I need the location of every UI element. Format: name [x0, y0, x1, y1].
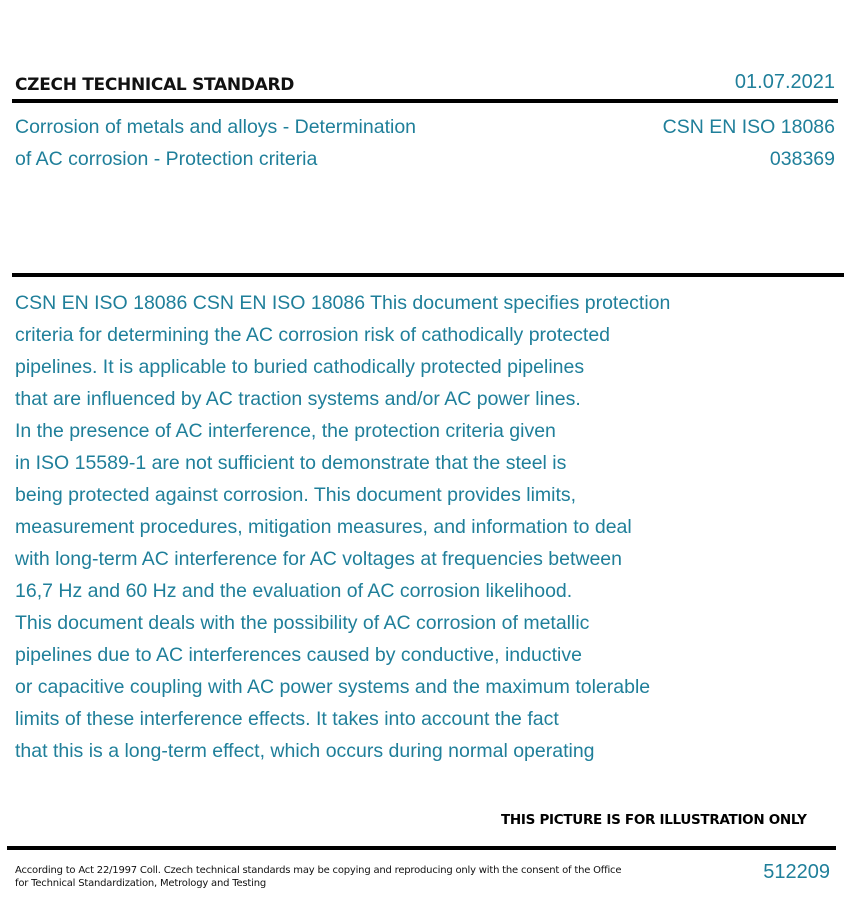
standard-title-line2: of AC corrosion - Protection criteria	[15, 148, 318, 170]
document-type-heading: CZECH TECHNICAL STANDARD	[15, 75, 295, 95]
header-divider	[12, 99, 838, 103]
publication-date: 01.07.2021	[734, 71, 835, 93]
abstract-text: CSN EN ISO 18086 CSN EN ISO 18086 This document specifies protection criteria for determining the AC corrosion risk of cathodically protected pipelines. It is applicable to buried cathodically protected pipelines that are influenced by AC traction systems and/or AC power lines. In the presence of AC interference, the protection criteria given in ISO 15589-1 are not sufficient to demonstrate that the steel is being protected against corrosion. This document provides limits, measurement procedures, mitigation measures, and information to deal with long-term AC interference for AC voltages at frequencies between 16,7 Hz and 60 Hz and the evaluation of AC corrosion likelihood. This document deals with the possibility of AC corrosion of metallic pipelines due to AC interferences caused by conductive, inductive or capacitive coupling with AC power systems and the maximum tolerable limits of these interference effects. It takes into account the fact that this is a long-term effect, which occurs during normal operating	[15, 292, 671, 762]
legal-notice	[15, 864, 622, 890]
standard-title-line1: Corrosion of metals and alloys - Determination	[15, 116, 417, 138]
standard-code: CSN EN ISO 18086	[662, 116, 835, 138]
illustration-disclaimer: THIS PICTURE IS FOR ILLUSTRATION ONLY	[501, 812, 807, 828]
legal-notice-line1: According to Act 22/1997 Coll. Czech technical standards may be copying and reproducing only with the consent of the Office	[15, 865, 622, 876]
title-divider	[12, 273, 844, 277]
legal-notice-line2: for Technical Standardization, Metrology and Testing	[15, 878, 266, 889]
footer-divider	[7, 846, 836, 850]
catalog-number: 038369	[769, 148, 835, 170]
footer-product-code: 512209	[763, 861, 830, 883]
